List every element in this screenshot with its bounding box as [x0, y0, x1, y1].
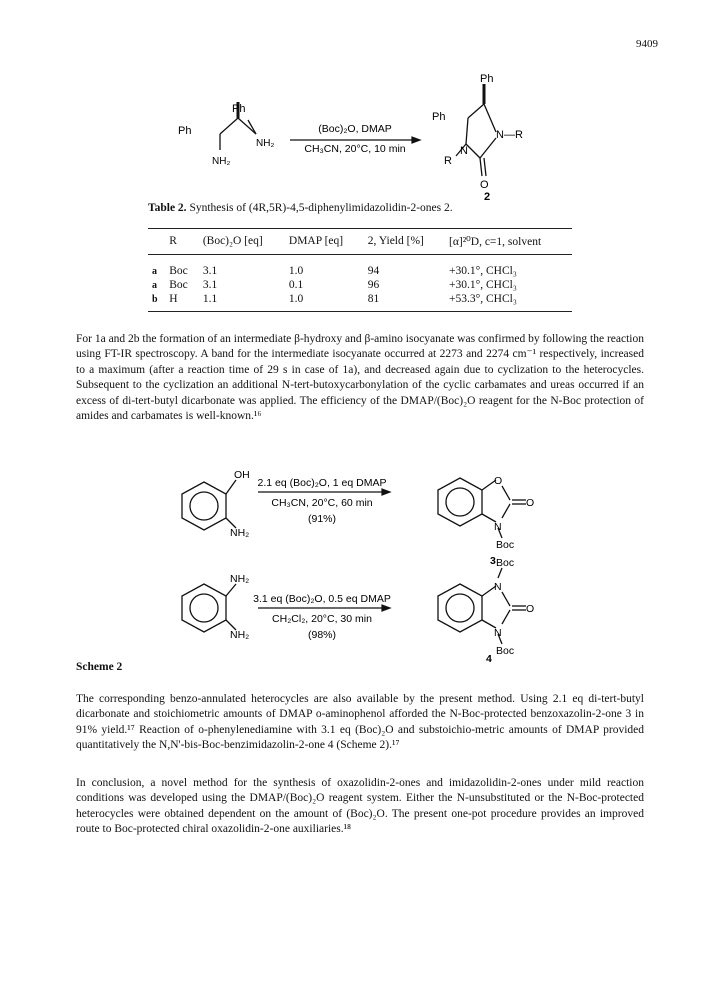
cell-yield: 96: [367, 279, 380, 291]
reactant-nh2-bottom: NH₂: [212, 156, 231, 167]
table-caption-label: Table 2.: [148, 202, 187, 214]
rxn1-reagents-1: 2.1 eq (Boc)₂O, 1 eq DMAP: [257, 477, 387, 489]
table-caption-text: Synthesis of (4R,5R)-4,5-diphenylimidazolidin-2-ones 2.: [186, 202, 453, 214]
rxn2-reagents-1: 3.1 eq (Boc)₂O, 0.5 eq DMAP: [253, 593, 391, 605]
rxn1-arrow: [258, 489, 390, 495]
scheme-1-reaction: [150, 72, 570, 202]
rxn1-oh: OH: [234, 469, 250, 481]
table-2: [148, 228, 572, 312]
paragraph-benzo-annulated: The corresponding benzo-annulated heterocycles are also available by the present method. Using 2.1 eq di-tert-butyl dicarbonate and stoichiometric amounts of DMAP o-aminophenol afforded the N-Boc-protected benzoxazolin-2-one 3 in 91% yield.¹⁷ Reaction of o-phenylenediamine with 3.1 eq (Boc)₂O and substoichio-metric amounts of DMAP provided quantitatively the N,N'-bis-Boc-benzimidazolin-2-one 4 (Scheme 2).¹⁷: [76, 693, 644, 752]
table-row: [148, 255, 572, 279]
cell-entry: a: [152, 265, 157, 277]
header-entry: [148, 229, 165, 255]
rxn1-product-boc: Boc: [496, 539, 515, 551]
product-n-r: N—R: [496, 129, 523, 141]
cell-dmap: 1.0: [288, 265, 304, 277]
rxn2-arrow: [258, 605, 390, 611]
rxn1-yield: (91%): [307, 513, 337, 525]
cell-boc2o: 3.1: [202, 279, 218, 291]
cell-rotation: +53.3°, CHCl₃: [445, 292, 572, 312]
header-dmap: DMAP [eq]: [285, 229, 364, 255]
product-imidazolidinone: [456, 84, 496, 176]
table-caption: [148, 202, 453, 214]
product-n-bottom: N: [460, 145, 468, 157]
rxn2-carbonyl-o: O: [526, 603, 535, 615]
cell-entry: a: [152, 279, 157, 291]
paragraph-isocyanate: For 1a and 2b the formation of an intermediate β-hydroxy and β-amino isocyanate was confirmed by following the reaction using FT-IR spectroscopy. A band for the intermediate isocyanate occurred at 2273 and 2274 cm⁻¹ respectively, increased to a maximum (after a reaction time of 29 s in case of 1a), and decreased again due to cyclization to the heterocycles. Subsequent to the cyclization an additional N-tert-butoxycarbonylation of the cyclic carbamates and ureas occurred if an excess of di-tert-butyl dicarbonate was applied. The efficiency of the DMAP/(Boc)₂O reagent for the N-Boc protection of amides and carbamates is well-known.¹⁶: [76, 333, 645, 423]
cell-r: Boc: [169, 265, 188, 277]
rxn2-yield: (98%): [307, 629, 337, 641]
rxn2-n-bottom: N: [494, 627, 502, 639]
rxn1-product-carbonyl-o: O: [526, 497, 535, 509]
compound-number-2: 2: [484, 191, 491, 202]
cell-yield: 94: [367, 265, 380, 277]
cell-boc2o: 1.1: [199, 292, 285, 312]
header-r: R: [165, 229, 199, 255]
cell-rotation: +30.1°, CHCl₃: [449, 279, 517, 291]
page-number: 9409: [636, 38, 658, 50]
rxn2-nh2-bottom: NH₂: [230, 629, 250, 641]
reactant-ph-top: Ph: [232, 103, 246, 115]
cell-boc2o: 3.1: [202, 265, 218, 277]
benzimidazolinone-structure: [438, 568, 526, 644]
compound-number-3: 3: [490, 555, 496, 567]
header-boc2o: (Boc)₂O [eq]: [199, 229, 285, 255]
rxn1-product-n: N: [494, 521, 502, 533]
rxn1-nh2: NH₂: [230, 527, 250, 539]
phenylenediamine-structure: [182, 584, 236, 632]
header-rotation: [α]²⁰D, c=1, solvent: [445, 229, 572, 255]
scheme-2-label: Scheme 2: [76, 661, 123, 673]
cell-r: Boc: [169, 279, 188, 291]
cell-rotation: +30.1°, CHCl₃: [449, 265, 517, 277]
cell-entry: b: [148, 292, 165, 312]
table-row: [148, 292, 572, 312]
reactant-nh2-right: NH₂: [256, 138, 275, 149]
cell-yield: 81: [364, 292, 445, 312]
product-r: R: [444, 155, 452, 167]
scheme-2-reactions: [160, 462, 560, 662]
product-ph-top: Ph: [480, 73, 494, 85]
cell-dmap: 0.1: [288, 279, 304, 291]
cell-dmap: 1.0: [285, 292, 364, 312]
rxn2-boc-bottom: Boc: [496, 645, 515, 657]
table-row: [148, 278, 572, 292]
rxn2-n-top: N: [494, 581, 502, 593]
reagents-bottom: CH₃CN, 20°C, 10 min: [304, 143, 406, 155]
compound-number-4: 4: [486, 653, 492, 662]
rxn2-nh2-top: NH₂: [230, 573, 250, 585]
product-ph-left: Ph: [432, 111, 446, 123]
reagents-top: (Boc)₂O, DMAP: [318, 123, 392, 135]
benzoxazolinone-structure: [438, 478, 526, 538]
product-o: O: [480, 179, 489, 191]
rxn1-product-ring-o: O: [494, 475, 503, 487]
cell-r: H: [165, 292, 199, 312]
table-header-row: [148, 229, 572, 255]
header-yield: 2, Yield [%]: [364, 229, 445, 255]
paragraph-conclusion: In conclusion, a novel method for the synthesis of oxazolidin-2-ones and imidazolidin-2-ones under mild reaction conditions was developed using the DMAP/(Boc)₂O reagent system. Either the N-unsubstituted or the N-Boc-protected heterocycles were obtained dependent on the amount of (Boc)₂O. The present one-pot procedure provides an improved route to Boc-protected chiral oxazolidin-2-one auxiliaries.¹⁸: [76, 777, 644, 836]
aminophenol-structure: [182, 480, 236, 530]
rxn2-reagents-2: CH₂Cl₂, 20°C, 30 min: [272, 613, 372, 625]
rxn2-boc-top: Boc: [496, 557, 515, 569]
reactant-ph-left: Ph: [178, 125, 192, 137]
rxn1-reagents-2: CH₃CN, 20°C, 60 min: [271, 497, 373, 509]
